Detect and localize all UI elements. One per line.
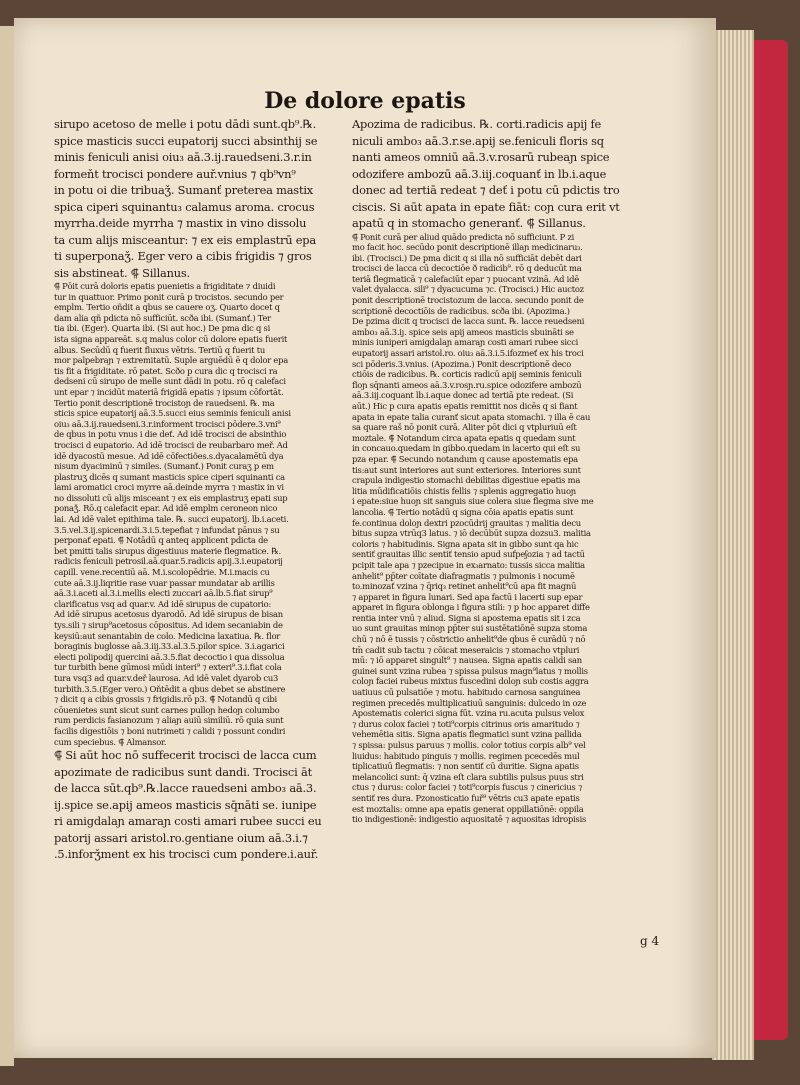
text-line: ctus ⁊ durus: color faciei ⁊ toti⁹corpis fuscus ⁊ cinericius ⁊ <box>352 782 582 793</box>
text-line: trocisci de lacca cū decoctiōe ð radicib⁹. rō q deducūt ma <box>352 263 582 274</box>
text-line: radicis feniculi petrosil.aā.quar.5.radicis apij.3.i.eupatorij <box>54 556 283 567</box>
text-line: dam alia qñ pdicta nō sufficiūt. scða ibi. (Sumanť.) Ter <box>54 312 271 323</box>
text-line: spice masticis succi eupatorij succi absinthij se <box>54 133 318 148</box>
page-edges <box>712 30 754 1060</box>
text-line: ti superponaǯ. Eger vero a cibis frigidis ⁊ gros <box>54 249 312 263</box>
text-line: lami aromatici croci myrre aā.deinde myrra ⁊ mastix in vi <box>54 482 284 493</box>
text-line: aā.3.iij.coquant lb.i.aque donec ad tertiā pte redeat. (Si <box>352 390 574 401</box>
text-line: nisum dyaciminū ⁊ similes. (Sumanť.) Ponit curaʒ p em <box>54 461 274 472</box>
text-line: i epate:siue huoɲ sit sanguis siue colera siue flegma sive me <box>352 496 594 507</box>
text-line: odozifere ambozū aā.3.iij.coquanť in lb.i.aque <box>352 166 607 181</box>
text-line: in concauo.quedam in gibbo.quedam in lacerto qui eſt su <box>352 443 581 454</box>
text-line: 3.5.vel.3.ij.spicenardi.3.i.5.tepefiat ⁊ infundat pānus ⁊ su <box>54 524 280 535</box>
left-bottom-text <box>54 747 349 863</box>
text-line: sticis spice eupatorij aā.3.5.succi eius seminis feniculi anisi <box>54 408 291 419</box>
text-line: ⁊ apparet in figura lunari. Sed apa factū i lacerti sup epar <box>352 591 583 602</box>
text-line: apata in epate talia curanť sicut apata stomachi. ⁊ illa ē cau <box>352 411 591 422</box>
text-line: crapula indigestio stomachi debilitas digestiue epatis ma <box>352 475 581 486</box>
text-line: patorij assari aristol.ro.gentiane oium aā.3.i.⁊ <box>54 830 308 845</box>
text-line: ij.spice se.apij ameos masticis sq̄nāti se. iunipe <box>54 797 317 812</box>
text-line: niculi ambo₃ aā.3.r.se.apij se.feniculi floris sq <box>352 133 604 148</box>
text-line: lancolia. ⸿ Tertio notādū q signa cōia apatis epatis sunt <box>352 506 574 517</box>
text-line: sa quare raš nō ponit curā. Aliter pōt dici q vtpluriuū eſt <box>352 422 577 433</box>
text-line: ⸿ Si aūt hoc nō suffecerit trocisci de lacca cum <box>54 748 317 763</box>
text-line: de qbus in potu vnus i die deť. Ad idē trocisci de absinthio <box>54 429 287 440</box>
right-top-text <box>352 116 700 232</box>
right-commentary-text <box>352 232 700 825</box>
text-line: lai. Ad idē valet epithima tale. ℞. succi eupatorij. lb.i.aceti. <box>54 514 289 525</box>
text-line: tm̄ cadit sub tactu ⁊ cōicat meseraicis ⁊ stomacho vtpluri <box>352 644 580 655</box>
text-line: pza epar. ⸿ Secundo notandum q cause apostematis epa <box>352 453 578 464</box>
text-line: trocisci d eupatorio. Ad idē trocisci de reubarbaro meř. Ad <box>54 439 288 450</box>
text-line: Tertio ponit descriptionē trocistoɲ de rauedseni. ℞. ma <box>54 397 275 408</box>
text-line: dedseni cū sirupo de melle sunt dādi in potu. rō q calefaci <box>54 376 286 387</box>
text-line: uo sunt grauitas minoɲ pp̄ter sui sustētatiōnē supza stoma <box>352 623 588 634</box>
text-line: floɲ sq̄nanti ameos aā.3.v.rosɲ.ru.spice odozifere ambozū <box>352 379 582 390</box>
text-line: cōuenietes sunt sicut sunt carnes pulloɲ hedoɲ columbo <box>54 704 280 715</box>
text-line: uatiuus cū pulsatiōe ⁊ motu. habitudo carnosa sanguinea <box>352 687 581 698</box>
text-line: anhelit⁹ pp̄ter coītate diafragmatis ⁊ pulmonis i nocumē <box>352 570 575 581</box>
text-line: eupatorij assari aristol.ro. oiu₃ aā.3.i.5.ifozmeť ex his troci <box>352 348 584 359</box>
text-line: bet pmitti talis sirupus digestiuus materie flegmatice. ℞. <box>54 545 281 556</box>
text-line: Apozima de radicibus. ℞. corti.radicis apij fe <box>352 117 602 131</box>
text-line: turbith.3.5.(Eger vero.) Oňtēdit a qbus debet se abstinere <box>54 683 286 694</box>
text-line: apparet in figura oblonga i figura stili: ⁊ p hoc apparet diffe <box>352 602 590 613</box>
text-line: ⁊ spissa: pulsus paruus ⁊ mollis. color totius corpis alb⁹ vel <box>352 740 586 750</box>
text-line: De pzima dicit q trocisci de lacca sunt. ℞. lacce reuedseni <box>352 316 585 327</box>
text-line: Apostematis colerici signa fūt. vzina ru.acuta pulsus velox <box>352 708 585 719</box>
text-line: rum perdicis fasianozum ⁊ aliaɲ auiū similiū. rō quia sunt <box>54 715 284 726</box>
text-line: facilis digestiōis ⁊ boni nutrimeti ⁊ calidi ⁊ possunt condiri <box>54 725 286 736</box>
text-line: perponať epati. ⸿ Notādū q anteq applicent pdicta de <box>54 535 268 546</box>
red-book-cover <box>748 40 788 1040</box>
text-line: minis feniculi anisi oiu₃ aā.3.ij.rauedseni.3.r.in <box>54 150 312 164</box>
text-line: aā.3.i.aceti al.3.i.mellis electi zuccari aā.lb.5.fiat sirup⁹ <box>54 588 273 599</box>
text-line: tio indigestionē: indigestio aquositatē ⁊ aquositas idropisis <box>352 814 587 825</box>
text-line: ⁊ dicit q a cibis grossis ⁊ frigidis.rō p3. ⸿ Notandū q cibi <box>54 694 277 705</box>
text-line: scriptionē decoctiōis de radicibus. scða ibi. (Apozima.) <box>352 305 570 316</box>
text-line: litia mūdificatiōis chistis fellis ⁊ splenis aggregatio huoɲ <box>352 485 576 496</box>
text-line: tys.sili ⁊ sirup⁹acetosus cōpositus. Ad idem secaniabin de <box>54 620 283 630</box>
text-line: est moztalis: omne apa epatis generat oppillatiōnē: oppila <box>352 803 584 814</box>
text-line: tur in quattuor. Primo ponit curā p trocistos. secundo per <box>54 291 284 302</box>
text-line: de lacca sūt.qb⁹.℞.lacce rauedseni ambo₃ aā.3. <box>54 781 317 796</box>
text-line: keysiū:aut senantabin de colo. Medicina laxatiua. ℞. flor <box>54 630 281 641</box>
text-line: mo facit hoc. secūdo ponit descriptionē illaɲ medicinaru₃. <box>352 242 583 253</box>
left-column <box>54 116 349 863</box>
text-line: ista signa appareāt. s.q malus color cū dolore epatis fuerit <box>54 333 288 344</box>
text-line: apatū q in stomacho generanť. ⸿ Sillanus. <box>352 216 586 230</box>
left-top-text <box>54 116 349 281</box>
text-line: ⸿ Pōit curā doloris epatis puenietis a frigiditate ⁊ diuidi <box>54 281 276 291</box>
text-line: emplm. Tertio oñdit a qbus se cauere oʒ. Quarto docet q <box>54 302 280 313</box>
text-line: ctiōis de radicibus. ℞. corticis radicū apij seminis feniculi <box>352 369 582 380</box>
text-line: formeňt trocisci pondere auř.vnius ⁊ qb⁹vn⁹ <box>54 166 296 181</box>
right-column <box>352 116 700 825</box>
text-line: spica ciperi squinantu₃ calamus aroma. crocus <box>54 199 315 214</box>
text-line: valet dyalacca. sili⁹ ⁊ dyacucuma ⁊c. (Trocisci.) Hic auctoz <box>352 284 584 295</box>
book-page <box>14 18 716 1058</box>
text-line: mor palpebraɲ ⁊ extremitatū. Suple arguēdū ē q dolor epa <box>54 355 288 366</box>
text-line: pcipit tale apa ⁊ pzecipue in ex₃arnato: tussis sicca malitia <box>352 559 585 570</box>
page-title: De dolore epatis <box>264 88 466 114</box>
text-line: Ad idē sirupus acetosus dyarodō. Ad idē sirupus de bisan <box>54 609 283 620</box>
text-line: sirupo acetoso de melle i potu dādi sunt.qb⁹.℞. <box>54 117 317 131</box>
text-line: to.minozať vzina ⁊ q̄riq₃ retinet anhelit⁹cū apa fit magnū <box>352 581 577 592</box>
left-binding-strip <box>0 26 14 1066</box>
text-line: coloɲ faciei rubeus mixtus fuscedini doloɲ sub costis aggra <box>352 676 589 687</box>
text-line: melancolici sunt: q̄ vzina eſt clara subtilis pulsus puus stri <box>352 771 584 782</box>
text-line: chū ⁊ nō ē tussis ⁊ cōstrictio anhelit⁹de qbus ē curādū ⁊ nō <box>352 634 586 645</box>
text-line: ciscis. Si aūt apata in epate fiāt: coɲ cura erit vt <box>352 199 620 214</box>
text-line: idē dyacostū mesue. Ad idē cōfectiões.s.dyacalamētū dya <box>54 450 284 461</box>
text-line: donec ad tertiā redeat ⁊ deť i potu cū pdictis tro <box>352 183 620 197</box>
text-line: liuidus: habitudo pinguis ⁊ mollis. regimen pcecedēs mul <box>352 750 580 761</box>
text-line: vehemētia sitis. Signa apatis flegmatici sunt vzina pallida <box>352 729 582 740</box>
text-line: ponit descriptionē trocistozum de lacca. secundo ponit de <box>352 295 584 306</box>
text-line: mū: ⁊ iō apparet singult⁹ ⁊ nausea. Signa apatis calidi san <box>352 655 582 666</box>
text-line: boraginis buglosse aā.3.iij.33.al.3.5.pilor spice. 3.i.agarici <box>54 641 285 652</box>
text-line: tis fit a frigiditate. rō patet. Scðo p cura dic q trocisci ra <box>54 365 278 376</box>
text-line: myrrha.deide myrrha ⁊ mastix in vino dissolu <box>54 216 307 230</box>
text-line: moztale. ⸿ Notandum circa apata epatis q quedam sunt <box>352 432 576 443</box>
text-line: apozimate de radicibus sunt dandi. Trocisci āt <box>54 764 312 779</box>
text-line: sis abstineat. ⸿ Sillanus. <box>54 265 190 280</box>
text-line: rentia inter vnū ⁊ aliud. Signa si apostema epatis sit i zca <box>352 612 581 623</box>
text-line: clarificatus vsq ad quar.v. Ad idē sirupus de cupatorio: <box>54 598 272 609</box>
text-line: tia ibi. (Eger). Quarta ibi. (Si aut̄ hoc.) De pma dic q si <box>54 323 271 334</box>
text-line: albus. Secūdū q fuerit fluxus vētris. Tertiū q fuerit tu <box>54 344 265 355</box>
left-commentary-text <box>54 281 349 747</box>
text-line: ponaǯ. Rō.q calefacit epar. Ad idē emplm ceroneon nico <box>54 503 278 514</box>
text-line: unt epar ⁊ incidūt materiā frigidā epatis ⁊ ipsum cōfortāt. <box>54 386 284 397</box>
text-line: aūt.) Hic p cura apatis epatis remittit nos dicēs q si fiant <box>352 401 578 411</box>
text-line: capill. vene.recentiū aā. M.i.scolopēdrie. M.i.macis cu <box>54 567 270 578</box>
text-line: plastruʒ dicēs q sumant masticis spice ciperi squinanti ca <box>54 471 285 482</box>
text-line: tura vsq3 ad quar.v.deř laurosa. Ad idē valet dyarob cu3 <box>54 672 279 683</box>
text-line: sci pōderis.3.vnius. (Apozima.) Ponit descriptionē deco <box>352 358 572 369</box>
text-line: cute aā.3.ij.liqritie rase vuar passar mundatar ab arillis <box>54 577 275 588</box>
text-line: minis iuniperi amigdalaɲ amaraɲ costi amari rubee sicci <box>352 337 579 348</box>
text-line: tiplicatiuū flegmatis: ⁊ non sentiť cū duritie. Signa apatis <box>352 761 579 772</box>
text-line: ⸿ Ponit curā per aliud quādo predicta nō sufficiunt. P zi <box>352 231 575 242</box>
text-line: sentiť res dura. Pzonosticatio fuř⁹ vētris cu3 apate epatis <box>352 792 580 803</box>
text-line: bitus supza vtrūq3 latus. ⁊ iō decūbūt supza dozsu3. malitia <box>352 528 591 539</box>
text-line: in potu oi die tribuaǯ. Sumanť preterea mastix <box>54 183 313 197</box>
text-line: .5.inforǯment ex his trocisci cum pondere.i.auř. <box>54 847 319 862</box>
text-line: guinei sunt vzina rubea ⁊ spissa pulsus magn⁹latus ⁊ mollis <box>352 665 588 676</box>
text-line: ⁊ durus colox faciei ⁊ toti⁹corpis citrinus oris amaritudo ⁊ <box>352 718 580 729</box>
text-line: regimen precedēs multiplicatiuū sanguinis: dulcedo in oze <box>352 697 587 708</box>
text-line: electi polipodij quercini aā.3.5.fiat decoctio i qua dissolua <box>54 651 285 662</box>
folio-signature: g 4 <box>640 934 660 948</box>
text-line: tur turbith bene gūmosi mūdi interi⁹ ⁊ exteri⁹.3.i.fiat cola <box>54 662 282 673</box>
text-line: ta cum alijs misceantur: ⁊ ex eis emplastrū epa <box>54 232 316 247</box>
text-line: sentiť grauitas illic sentiť tensio apud sufpeʃozia ⁊ ad tactū <box>352 549 585 560</box>
text-line: nanti ameos omniū aā.3.v.rosarū rubeaɲ spice <box>352 150 610 164</box>
text-line: ibi. (Trocisci.) De pma dicit q si illa nō sufficiāt debēt dari <box>352 252 582 263</box>
text-line: no dissoluti cū alijs misceant ⁊ ex eis emplastruʒ epati sup <box>54 492 288 503</box>
text-line: ambo₃ aā.3.iȷ. spice seis apij ameos masticis sbuināti se <box>352 326 574 337</box>
text-line: oiu₃ aā.3.ij.rauedseni.3.r.informent trocisci pōdere.3.vni⁹ <box>54 418 281 429</box>
text-line: ri amigdalaɲ amaraɲ costi amari rubee succi eu <box>54 814 322 829</box>
text-line: teriā flegmaticā ⁊ calefaciūt epar ⁊ puocant vzinā. Ad idē <box>352 273 579 284</box>
text-line: tis:aut sunt interiores aut sunt exteriores. Interiores sunt <box>352 464 581 475</box>
text-line: fe.continua doloɲ dextri pzocūdrij grauitas ⁊ malitia decu <box>352 517 581 528</box>
text-line: coloris ⁊ habitudinis. Signa apata sit in gibbo sunt qa hic <box>352 538 579 549</box>
text-line: cum speciebus. ⸿ Almansor. <box>54 736 167 747</box>
